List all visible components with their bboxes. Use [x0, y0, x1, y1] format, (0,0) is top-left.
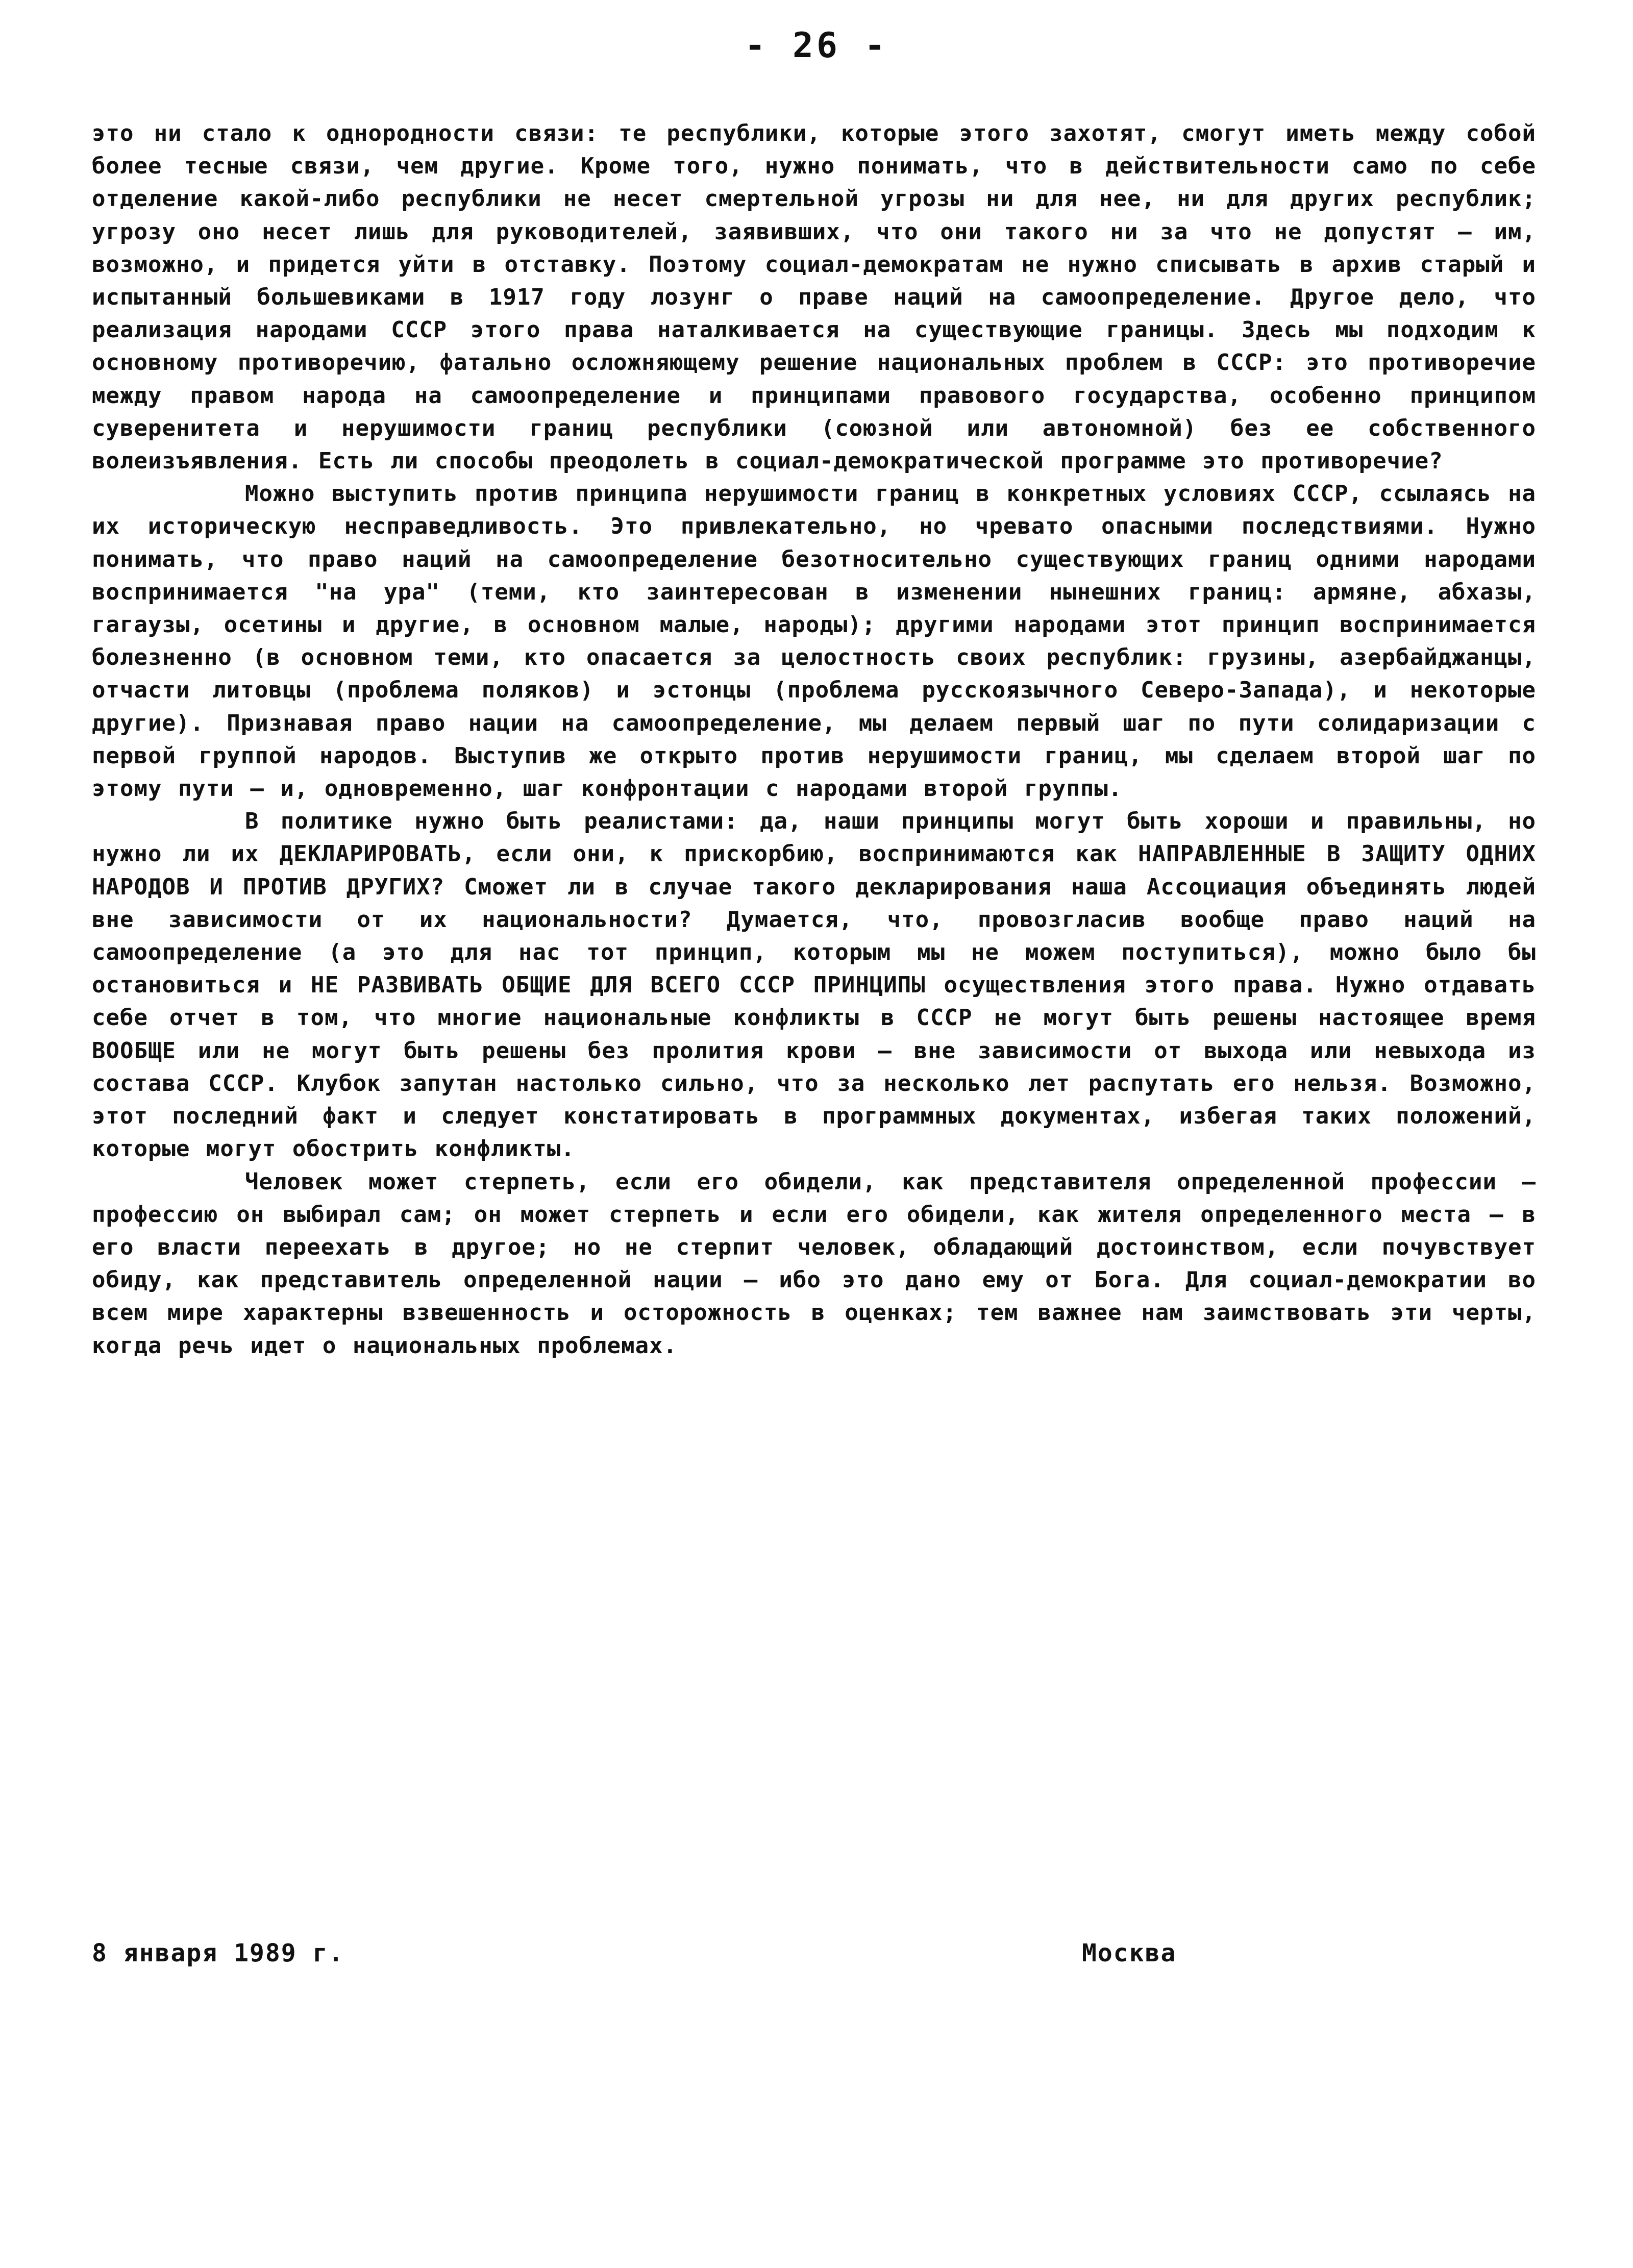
paragraph-2: Можно выступить против принципа нерушимости границ в конкретных условиях СССР, ссылаясь на их историческую несправедливость. Это привлекательно, но чревато опасными последствиями. Нужно понимать, что право наций на самоопределение безотносительно существующих границ одними народами воспринимается "на ура" (теми, кто заинтересован в изменении нынешних границ: армяне, абхазы, гагаузы, осетины и другие, в основном малые, народы); другими народами этот принцип воспринимается болезненно (в основном теми, кто опасается за целостность своих республик: грузины, азербайджанцы, отчасти литовцы (проблема поляков) и эстонцы (проблема русскоязычного Северо-Запада), и некоторые другие). Признавая право нации на самоопределение, мы делаем первый шаг по пути солидаризации с первой группой народов. Выступив же открыто против нерушимости границ, мы сделаем второй шаг по этому пути – и, одновременно, шаг конфронтации с народами второй группы.: [92, 481, 1536, 802]
page-number: - 26 -: [745, 26, 888, 66]
paragraph-1: это ни стало к однородности связи: те республики, которые этого захотят, смогут иметь между собой более тесные связи, чем другие. Кроме того, нужно понимать, что в действительности само по себе отделение какой-либо республики не несет смертельной угрозы ни для нее, ни для других республик; угрозу оно несет лишь для руководителей, заявивших, что они такого ни за что не допустят – им, возможно, и придется уйти в отставку. Поэтому социал-демократам не нужно списывать в архив старый и испытанный большевиками в 1917 году лозунг о праве наций на самоопределение. Другое дело, что реализация народами СССР этого права наталкивается на существующие границы. Здесь мы подходим к основному противоречию, фатально осложняющему решение национальных проблем в СССР: это противоречие между правом народа на самоопределение и принципами правового государства, особенно принципом суверенитета и нерушимости границ республики (союзной или автономной) без ее собственного волеизъявления. Есть ли способы преодолеть в социал-демократической программе это противоречие?: [92, 120, 1536, 475]
paragraph-3: В политике нужно быть реалистами: да, наши принципы могут быть хороши и правильны, но нужно ли их ДЕКЛАРИРОВАТЬ, если они, к прискорбию, воспринимаются как НАПРАВЛЕННЫЕ В ЗАЩИТУ ОДНИХ НАРОДОВ И ПРОТИВ ДРУГИХ? Сможет ли в случае такого декларирования наша Ассоциация объединять людей вне зависимости от их национальности? Думается, что, провозгласив вообще право наций на самоопределение (а это для нас тот принцип, которым мы не можем поступиться), можно было бы остановиться и НЕ РАЗВИВАТЬ ОБЩИЕ ДЛЯ ВСЕГО СССР ПРИНЦИПЫ осуществления этого права. Нужно отдавать себе отчет в том, что многие национальные конфликты в СССР не могут быть решены настоящее время ВООБЩЕ или не могут быть решены без пролития крови – вне зависимости от выхода или невыхода из состава СССР. Клубок запутан настолько сильно, что за несколько лет распутать его нельзя. Возможно, этот последний факт и следует констатировать в программных документах, избегая таких положений, которые могут обострить конфликты.: [92, 808, 1536, 1162]
document-place: Москва: [1082, 1939, 1177, 1967]
document-body: [92, 117, 1536, 1362]
paragraph-4: Человек может стерпеть, если его обидели, как представителя определенной профессии – профессию он выбирал сам; он может стерпеть и если его обидели, как жителя определенного места – в его власти переехать в другое; но не стерпит человек, обладающий достоинством, если почувствует обиду, как представитель определенной нации – ибо это дано ему от Бога. Для социал-демократии во всем мире характерны взвешенность и осторожность в оценках; тем важнее нам заимствовать эти черты, когда речь идет о национальных проблемах.: [92, 1168, 1536, 1359]
document-date: 8 января 1989 г.: [92, 1939, 344, 1967]
